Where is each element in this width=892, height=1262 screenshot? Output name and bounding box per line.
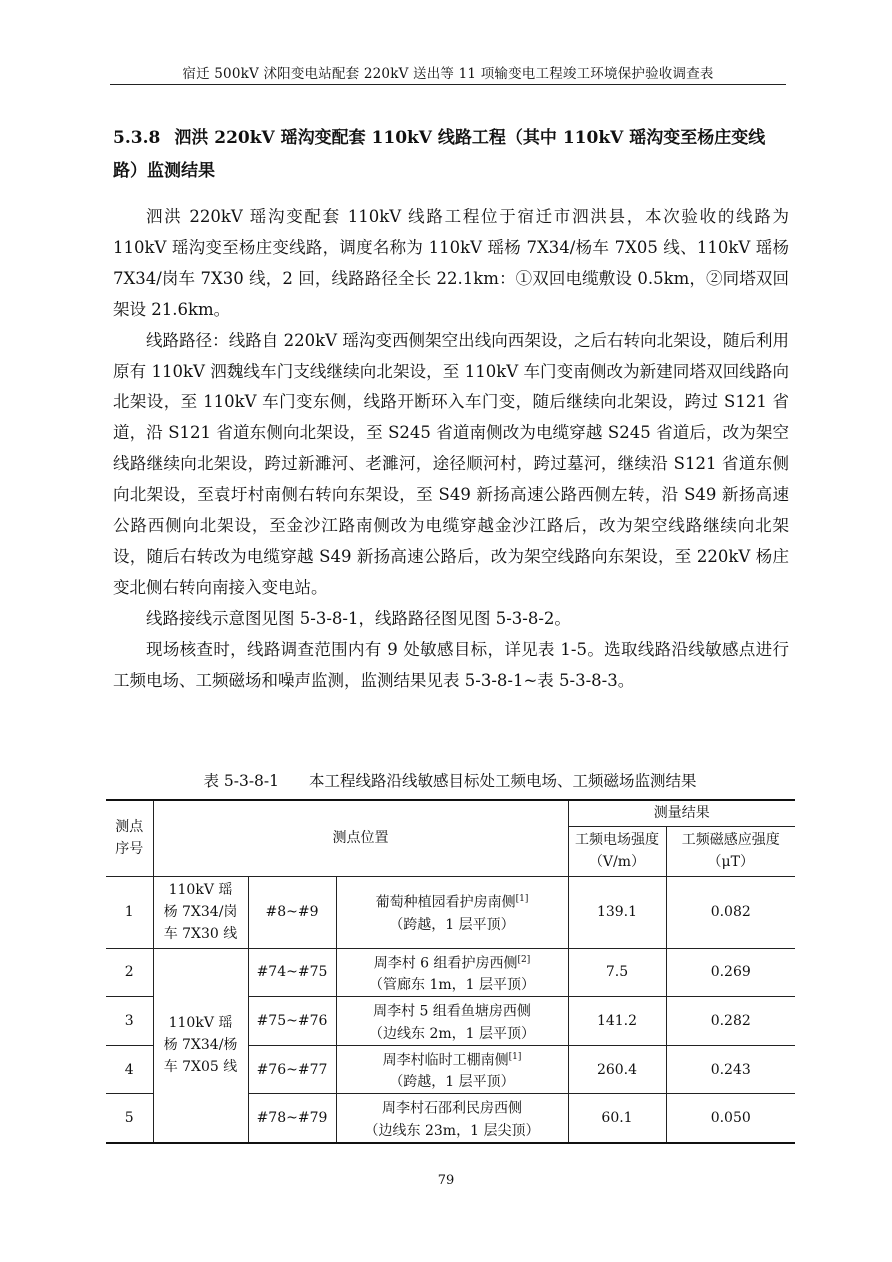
section-title-text: 泗洪 220kV 瑶沟变配套 110kV 线路工程（其中 110kV 瑶沟变至杨庄变线路）监测结果 <box>113 128 766 181</box>
table-row <box>106 948 795 997</box>
footnote-marker: [2] <box>517 954 531 965</box>
cell-b-value: 0.243 <box>666 1045 795 1094</box>
page-number: 79 <box>437 1173 455 1188</box>
cell-place: 周李村石邵利民房西侧 （边线东 23m，1 层尖顶） <box>336 1094 568 1143</box>
table-row <box>106 876 795 948</box>
cell-place: 葡萄种植园看护房南侧[1] （跨越，1 层平顶） <box>336 876 568 948</box>
footnote-marker: [1] <box>508 1051 522 1062</box>
cell-line: 110kV 瑶杨 7X34/岗车 7X30 线 <box>153 876 248 948</box>
table-caption-id: 表 5-3-8-1 <box>203 772 280 790</box>
paragraph-route: 线路路径：线路自 220kV 瑶沟变西侧架空出线向西架设，之后右转向北架设，随后利用原有 110kV 泗魏线车门支线继续向北架设，至 110kV 车门变南侧改为新建同塔双回线路向北架设，至 110kV 车门变东侧，线路开断环入车门变，随后继续向北架设，跨过 S121 省道，沿 S121 省道东侧向北架设，至 S245 省道南侧改为电缆穿越 S245 省道后，改为架空线路继续向北架设，跨过新濉河、老濉河，途径顺河村，跨过墓河，继续沿 S121 省道东侧向北架设，至袁圩村南侧右转向东架设，至 S49 新扬高速公路西侧左转，沿 S49 新扬高速公路西侧向北架设，至金沙江路南侧改为电缆穿越金沙江路后，改为架空线路继续向北架设，随后右转改为电缆穿越 S49 新扬高速公路后，改为架空线路向东架设，至 220kV 杨庄变北侧右转向南接入变电站。 <box>113 330 789 597</box>
cell-e-value: 7.5 <box>568 948 666 997</box>
cell-span: #78~#79 <box>248 1094 336 1143</box>
cell-span: #8~#9 <box>248 876 336 948</box>
header-results: 测量结果 <box>568 800 795 826</box>
cell-seq: 4 <box>106 1045 153 1094</box>
header-b-field: 工频磁感应强度 （μT） <box>666 826 795 876</box>
cell-b-value: 0.050 <box>666 1094 795 1143</box>
cell-e-value: 141.2 <box>568 997 666 1046</box>
paragraph-monitoring: 现场核查时，线路调查范围内有 9 处敏感目标，详见表 1-5。选取线路沿线敏感点进行工频电场、工频磁场和噪声监测，监测结果见表 5-3-8-1~表 5-3-8-3。 <box>113 639 789 690</box>
paragraph-overview: 泗洪 220kV 瑶沟变配套 110kV 线路工程位于宿迁市泗洪县，本次验收的线路为 110kV 瑶沟变至杨庄变线路，调度名称为 110kV 瑶杨 7X34/杨车 7X05 线、110kV 瑶杨 7X34/岗车 7X30 线，2 回，线路路径全长 22.1km：①双回电缆敷设 0.5km，②同塔双回架设 21.6km。 <box>113 207 789 319</box>
cell-place: 周李村 6 组看护房西侧[2] （管廊东 1m，1 层平顶） <box>336 948 568 997</box>
cell-seq: 3 <box>106 997 153 1046</box>
cell-b-value: 0.082 <box>666 876 795 948</box>
cell-place: 周李村临时工棚南侧[1] （跨越，1 层平顶） <box>336 1045 568 1094</box>
cell-e-value: 260.4 <box>568 1045 666 1094</box>
cell-seq: 5 <box>106 1094 153 1143</box>
cell-seq: 2 <box>106 948 153 997</box>
footnote-marker: [1] <box>515 894 529 905</box>
monitoring-results-table <box>106 799 795 1144</box>
section-number: 5.3.8 <box>113 128 161 148</box>
cell-b-value: 0.282 <box>666 997 795 1046</box>
header-divider <box>110 84 786 85</box>
cell-b-value: 0.269 <box>666 948 795 997</box>
cell-e-value: 60.1 <box>568 1094 666 1143</box>
cell-e-value: 139.1 <box>568 876 666 948</box>
section-heading <box>113 122 789 188</box>
cell-place: 周李村 5 组看鱼塘房西侧 （边线东 2m，1 层平顶） <box>336 997 568 1046</box>
header-location: 测点位置 <box>153 800 568 876</box>
cell-span: #74~#75 <box>248 948 336 997</box>
running-header: 宿迁 500kV 沭阳变电站配套 220kV 送出等 11 项输变电工程竣工环境保护验收调查表 <box>182 66 714 82</box>
table-caption-text: 本工程线路沿线敏感目标处工频电场、工频磁场监测结果 <box>309 772 697 790</box>
table-caption <box>110 769 790 791</box>
header-e-field: 工频电场强度 （V/m） <box>568 826 666 876</box>
cell-line: 110kV 瑶杨 7X34/杨车 7X05 线 <box>153 948 248 1143</box>
cell-seq: 1 <box>106 876 153 948</box>
paragraph-figures: 线路接线示意图见图 5-3-8-1，线路路径图见图 5-3-8-2。 <box>146 608 571 628</box>
header-seq: 测点序号 <box>106 800 153 876</box>
header-e-unit: （V/m） <box>588 854 646 870</box>
cell-span: #75~#76 <box>248 997 336 1046</box>
cell-span: #76~#77 <box>248 1045 336 1094</box>
body-text <box>113 202 789 697</box>
header-b-unit: （μT） <box>707 854 754 870</box>
